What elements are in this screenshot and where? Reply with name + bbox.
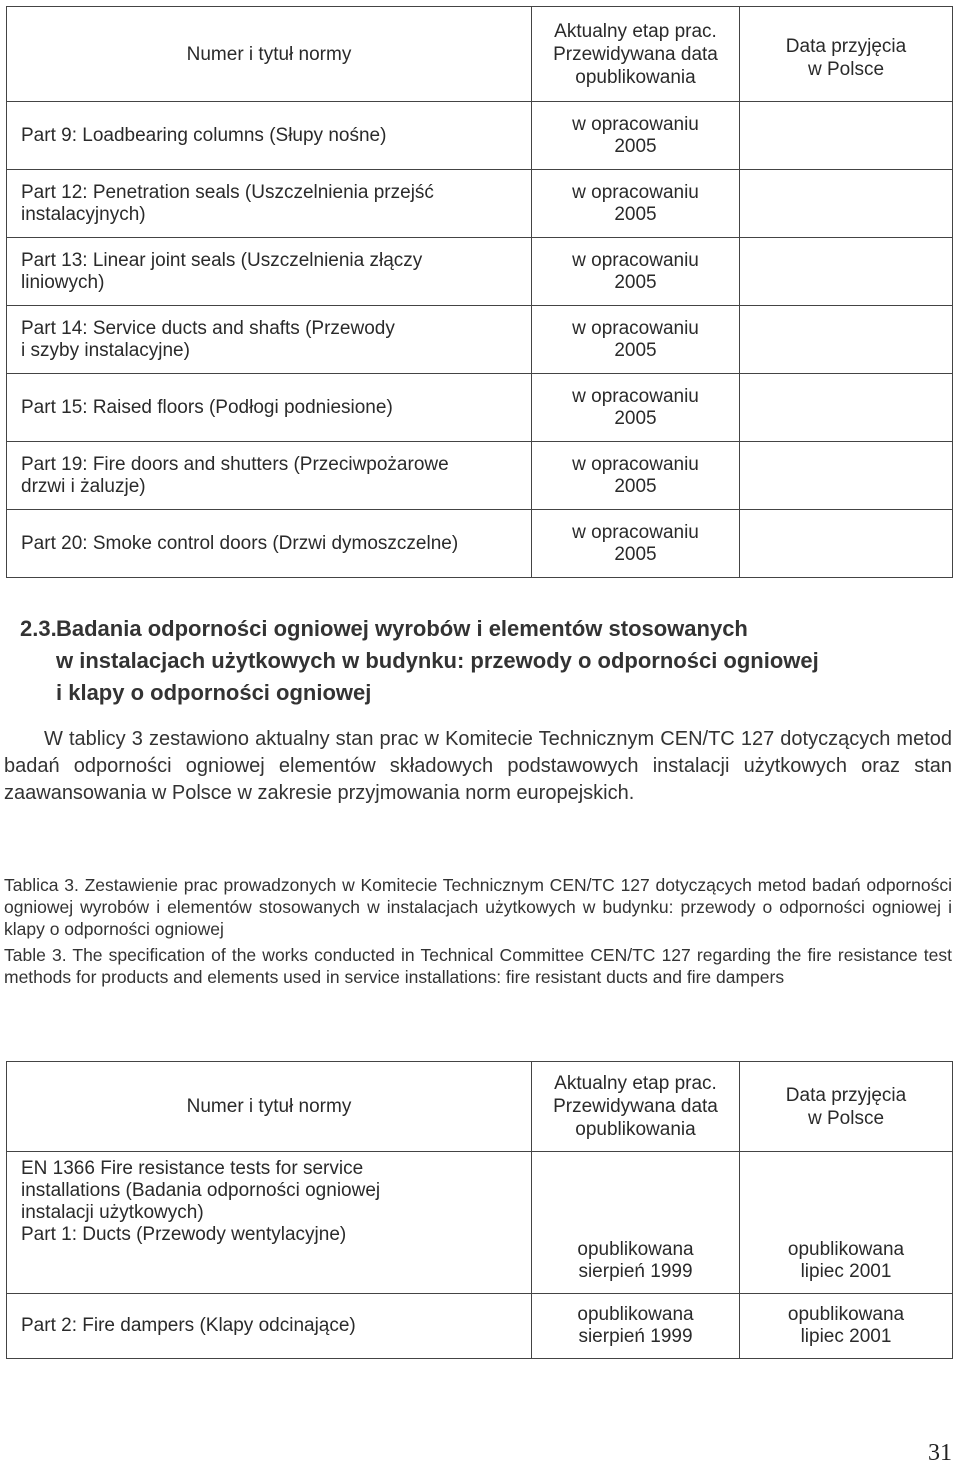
header-status: Aktualny etap prac. Przewidywana data opublikowania — [532, 1062, 740, 1152]
norm-adoption — [740, 442, 953, 510]
section-title-line: i klapy o odporności ogniowej — [56, 680, 372, 705]
norm-adoption — [740, 510, 953, 578]
header-adoption: Data przyjęcia w Polsce — [740, 1062, 953, 1152]
table-row — [7, 1294, 953, 1359]
norm-title: Part 2: Fire dampers (Klapy odcinające) — [7, 1294, 532, 1359]
page-number: 31 — [928, 1440, 952, 1466]
norm-status: opublikowana sierpień 1999 — [532, 1152, 740, 1294]
standards-table-1 — [6, 6, 953, 578]
header-title: Numer i tytuł normy — [7, 7, 532, 102]
table-caption — [4, 874, 952, 992]
norm-title: Part 12: Penetration seals (Uszczelnienia przejść instalacyjnych) — [7, 170, 532, 238]
header-adoption: Data przyjęcia w Polsce — [740, 7, 953, 102]
norm-adoption — [740, 170, 953, 238]
table-row — [7, 238, 953, 306]
norm-title: EN 1366 Fire resistance tests for service installations (Badania odporności ogniowej instalacji użytkowych) Part 1: Ducts (Przewody wentylacyjne) — [7, 1152, 532, 1294]
norm-title: Part 20: Smoke control doors (Drzwi dymoszczelne) — [7, 510, 532, 578]
norm-status: w opracowaniu 2005 — [532, 374, 740, 442]
norm-title: Part 15: Raised floors (Podłogi podniesione) — [7, 374, 532, 442]
section-title-line: Badania odporności ogniowej wyrobów i elementów stosowanych — [56, 616, 748, 641]
norm-status: w opracowaniu 2005 — [532, 510, 740, 578]
caption-english: Table 3. The specification of the works conducted in Technical Committee CEN/TC 127 regarding the fire resistance test methods for products and elements used in service installations: fire resistant ducts and fire dampers — [4, 945, 952, 987]
table-row — [7, 442, 953, 510]
table-header-row — [7, 1062, 953, 1152]
norm-title: Part 13: Linear joint seals (Uszczelnienia złączy liniowych) — [7, 238, 532, 306]
section-number: 2.3. — [20, 616, 57, 641]
norm-adoption — [740, 374, 953, 442]
table-row — [7, 102, 953, 170]
table-row — [7, 170, 953, 238]
table-row — [7, 1152, 953, 1294]
section-title-line: w instalacjach użytkowych w budynku: przewody o odporności ogniowej — [56, 648, 819, 673]
body-paragraph: W tablicy 3 zestawiono aktualny stan prac w Komitecie Technicznym CEN/TC 127 dotyczących metod badań odporności ogniowej elementów składowych podstawowych instalacji użytkowych oraz stan zaawansowania w Polsce w zakresie przyjmowania norm europejskich. — [4, 728, 952, 804]
norm-title: Part 14: Service ducts and shafts (Przewody i szyby instalacyjne) — [7, 306, 532, 374]
norm-title: Part 19: Fire doors and shutters (Przeciwpożarowe drzwi i żaluzje) — [7, 442, 532, 510]
caption-polish: Tablica 3. Zestawienie prac prowadzonych w Komitecie Technicznym CEN/TC 127 dotyczących metod badań odporności ogniowej wyrobów i elementów stosowanych w instalacjach użytkowych w budynku: przewody o odporności ogniowej i klapy o odporności ogniowej — [4, 875, 952, 939]
norm-adoption — [740, 238, 953, 306]
section-heading — [20, 613, 950, 709]
norm-status: w opracowaniu 2005 — [532, 102, 740, 170]
standards-table-2 — [6, 1061, 953, 1359]
norm-adoption: opublikowana lipiec 2001 — [740, 1294, 953, 1359]
norm-status: w opracowaniu 2005 — [532, 170, 740, 238]
norm-title: Part 9: Loadbearing columns (Słupy nośne) — [7, 102, 532, 170]
norm-status: opublikowana sierpień 1999 — [532, 1294, 740, 1359]
table-row — [7, 510, 953, 578]
header-title: Numer i tytuł normy — [7, 1062, 532, 1152]
table-row — [7, 374, 953, 442]
norm-status: w opracowaniu 2005 — [532, 442, 740, 510]
table-header-row — [7, 7, 953, 102]
norm-status: w opracowaniu 2005 — [532, 306, 740, 374]
norm-adoption — [740, 102, 953, 170]
norm-status: w opracowaniu 2005 — [532, 238, 740, 306]
header-status: Aktualny etap prac. Przewidywana data opublikowania — [532, 7, 740, 102]
norm-adoption — [740, 306, 953, 374]
table-row — [7, 306, 953, 374]
norm-adoption: opublikowana lipiec 2001 — [740, 1152, 953, 1294]
